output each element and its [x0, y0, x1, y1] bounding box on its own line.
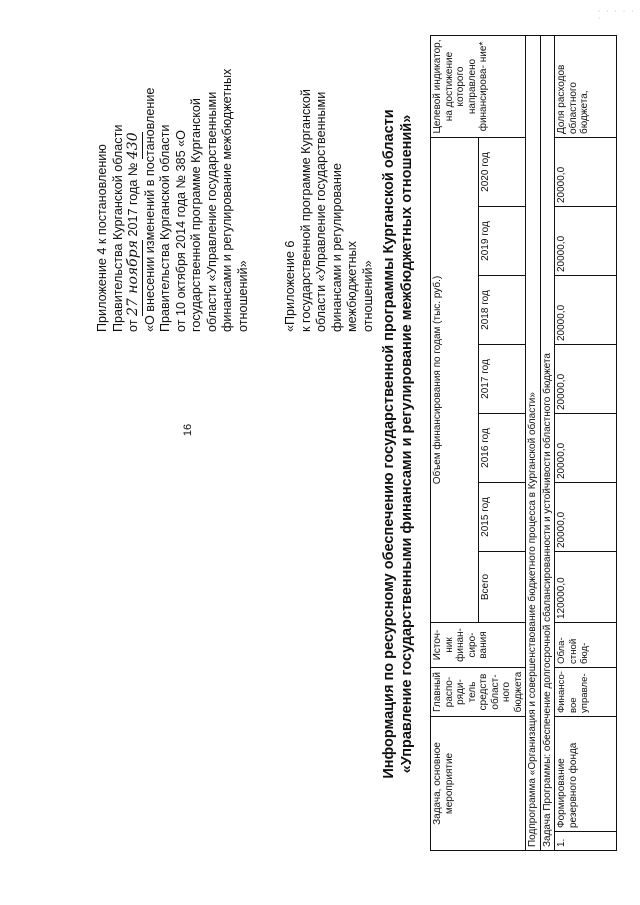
row-year-value: 20000,0 [555, 207, 617, 276]
appendix-line: отношений» [235, 260, 250, 332]
appendix-date-line [126, 74, 143, 332]
subprogram-row [526, 36, 541, 851]
appendix-line: государственной программе Курганской [189, 98, 203, 332]
appendix-line: от 10 октября 2014 года № 385 «О [173, 130, 188, 332]
document-title [380, 19, 416, 869]
table-header-row [431, 36, 479, 851]
appendix-block [95, 68, 251, 332]
subprogram-cell: Подпрограмма «Организация и совершенствование бюджетного процесса в Курганской области» [526, 36, 541, 851]
program-task-row [540, 36, 555, 851]
appendix-from: от [126, 319, 140, 332]
header-volume: Объем финансирования по годам (тыс. руб.) [431, 138, 479, 623]
handwritten-date: 27 ноября [125, 240, 141, 316]
appendix-line: «О внесении изменений в постановление [142, 87, 157, 332]
appendix-line: Правительства Курганской области [158, 124, 172, 332]
appendix6-line: отношений» [360, 260, 375, 332]
appendix-line: Правительства Курганской области [110, 124, 125, 332]
appendix-line: области «Управление государственными [204, 91, 219, 332]
program-task-cell: Задача Программы: обеспечение долгосрочной сбалансированности и устойчивости областного бюджета [540, 36, 555, 851]
row-year-value: 20000,0 [555, 138, 617, 207]
appendix6-line: финансами и регулирование межбюджетных [329, 163, 359, 332]
header-ordinator: Главный распо- ряди- тель средств област- ного бюджета [431, 668, 526, 717]
row-indicator: Доля расходов областного бюджета, [555, 36, 617, 138]
header-year: 2016 год [478, 414, 526, 483]
row-year-value: 20000,0 [555, 483, 617, 552]
appendix-line: Приложение 4 к постановлению [95, 144, 109, 332]
header-year: 2017 год [478, 345, 526, 414]
resource-table [430, 35, 617, 851]
header-total: Всего [478, 552, 526, 623]
row-task: Формирование резервного фонда [555, 717, 617, 832]
row-ordinator: Финансо- вое управле- [555, 668, 617, 717]
row-year-value: 20000,0 [555, 345, 617, 414]
row-number: 1. [555, 832, 617, 851]
row-total: 120000,0 [555, 552, 617, 623]
row-year-value: 20000,0 [555, 414, 617, 483]
page-number: 16 [182, 423, 195, 437]
appendix6-line: к государственной программе Курганской [298, 89, 313, 332]
table-row [555, 36, 617, 851]
appendix-year: 2017 года № [126, 162, 140, 237]
appendix-line: финансами и регулирование межбюджетных [220, 68, 234, 332]
row-year-value: 20000,0 [555, 276, 617, 345]
row-source: Обла- стной бюд- [555, 623, 617, 668]
appendix6-block [283, 74, 376, 332]
header-marks: · · · · · · [598, 8, 636, 22]
header-task: Задача, основное мероприятие [431, 717, 526, 851]
header-year: 2015 год [478, 483, 526, 552]
header-year: 2019 год [478, 207, 526, 276]
title-line-1: Информация по ресурсному обеспечению государственной программы Курганской области [381, 109, 397, 779]
header-source: Источ- ник финан- сиро- вания [431, 623, 526, 668]
handwritten-number: 430 [125, 132, 141, 160]
header-year: 2020 год [478, 138, 526, 207]
appendix6-line: области «Управление государственными [314, 91, 328, 332]
header-indicator: Целевой индикатор, на достижение которого направлено финансирова- ние* [431, 36, 526, 138]
appendix6-line: «Приложение 6 [283, 240, 297, 332]
header-year: 2018 год [478, 276, 526, 345]
title-line-2: «Управление государственными финансами и регулирование межбюджетных отношений» [399, 114, 415, 774]
